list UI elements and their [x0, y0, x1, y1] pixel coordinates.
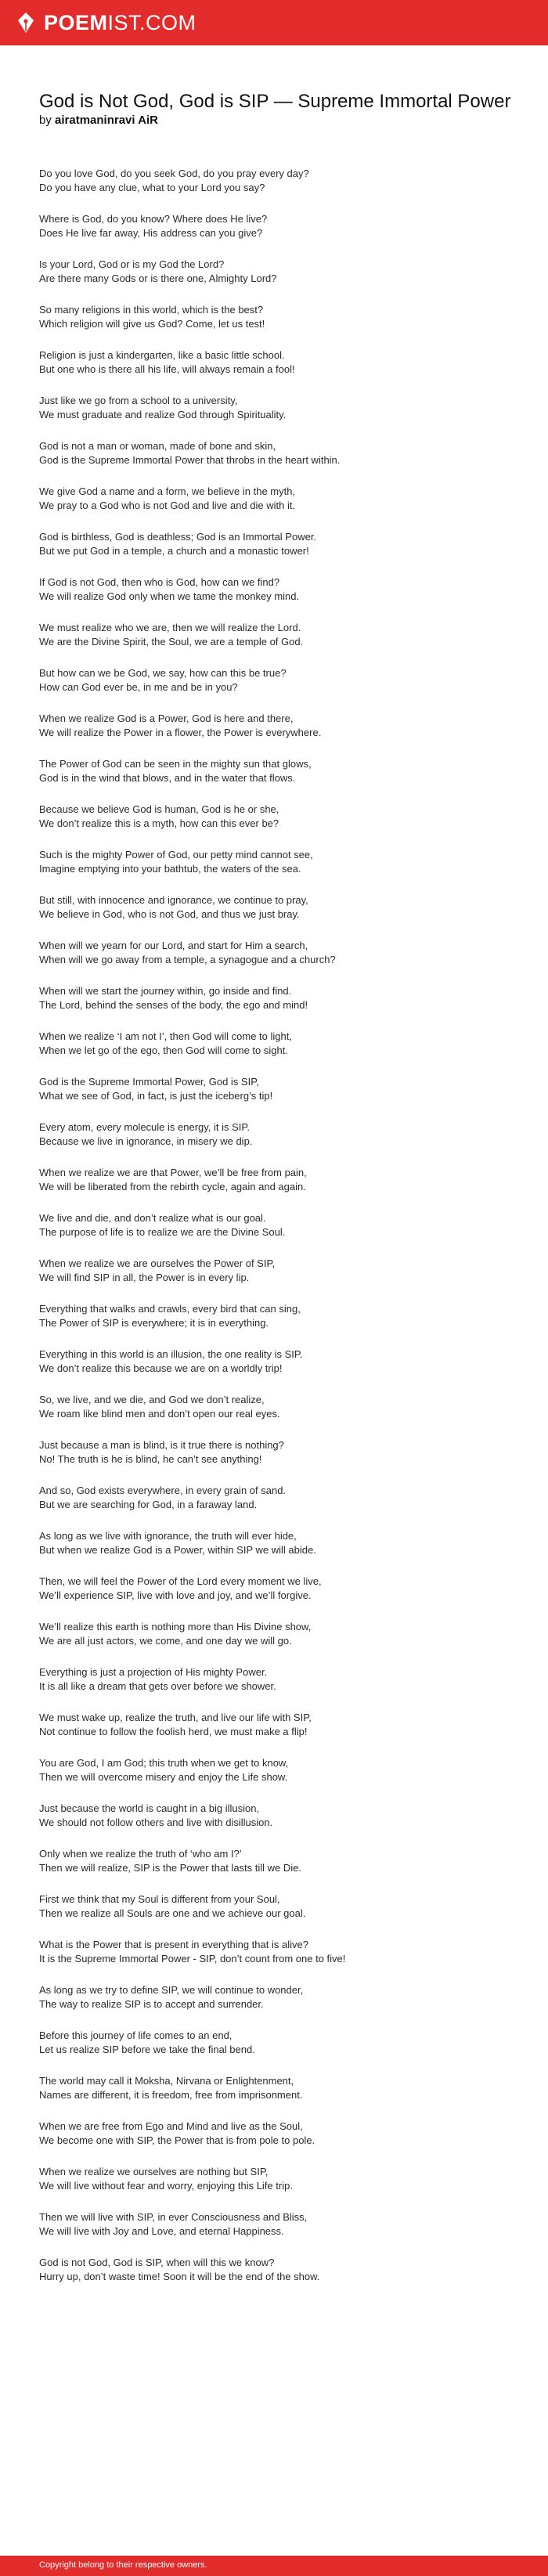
poem-line: Every atom, every molecule is energy, it is SIP.: [39, 1121, 251, 1133]
poem-line: Do you have any clue, what to your Lord you say?: [39, 182, 265, 193]
poem-line: Then we will live with SIP, in ever Consciousness and Bliss,: [39, 2211, 308, 2223]
poem-line: But still, with innocence and ignorance, we continue to pray,: [39, 894, 308, 906]
stanza: [39, 1166, 517, 1194]
poem-line: But when we realize God is a Power, within SIP we will abide.: [39, 1544, 316, 1556]
poem-title: God is Not God, God is SIP — Supreme Immortal Power: [39, 91, 511, 112]
poem-line: When we let go of the ego, then God will come to sight.: [39, 1044, 288, 1056]
poem-line: We’ll realize this earth is nothing more than His Divine show,: [39, 1621, 312, 1633]
poem-line: God is not a man or woman, made of bone and skin,: [39, 440, 276, 452]
poem-line: We are all just actors, we come, and one day we will go.: [39, 1635, 292, 1647]
poem-line: God is in the wind that blows, and in the water that flows.: [39, 772, 296, 784]
poem-line: Because we believe God is human, God is he or she,: [39, 803, 279, 815]
poem-line: The purpose of life is to realize we are the Divine Soul.: [39, 1226, 286, 1238]
poem-line: Not continue to follow the foolish herd, we must make a flip!: [39, 1726, 308, 1737]
stanza: [39, 757, 517, 785]
poem-line: Are there many Gods or is there one, Almighty Lord?: [39, 272, 277, 284]
stanza: [39, 1847, 517, 1875]
poem-line: If God is not God, then who is God, how can we find?: [39, 576, 280, 588]
stanza: [39, 212, 517, 240]
poem-line: But how can we be God, we say, how can this be true?: [39, 667, 287, 679]
poem-line: No! The truth is he is blind, he can’t see anything!: [39, 1453, 262, 1465]
site-name-bold: POEM: [44, 11, 108, 34]
poem-line: When will we go away from a temple, a synagogue and a church?: [39, 954, 336, 965]
stanza: [39, 621, 517, 649]
poem-line: It is all like a dream that gets over before we shower.: [39, 1680, 276, 1692]
poem-line: When we realize we are ourselves the Power of SIP,: [39, 1257, 276, 1269]
poem-line: Does He live far away, His address can you give?: [39, 227, 263, 239]
byline: [39, 113, 517, 128]
stanza: [39, 1438, 517, 1467]
stanza: [39, 666, 517, 695]
stanza: [39, 1711, 517, 1739]
poem-line: When we realize we are that Power, we’ll be free from pain,: [39, 1167, 307, 1178]
poem-line: We give God a name and a form, we believe in the myth,: [39, 485, 296, 497]
stanza: [39, 258, 517, 286]
poem-line: We will be liberated from the rebirth cycle, again and again.: [39, 1181, 306, 1192]
poem-line: Just because the world is caught in a big illusion,: [39, 1802, 260, 1814]
poem-line: When will we yearn for our Lord, and start for Him a search,: [39, 940, 308, 951]
top-bar: [0, 0, 548, 45]
poem-line: The world may call it Moksha, Nirvana or Enlightenment,: [39, 2075, 294, 2087]
stanza: [39, 1393, 517, 1421]
stanza: [39, 1030, 517, 1058]
stanza: [39, 1529, 517, 1557]
author-link[interactable]: airatmaninravi AiR: [55, 114, 159, 127]
stanza: [39, 530, 517, 558]
poem-line: God is the Supreme Immortal Power, God is SIP,: [39, 1076, 259, 1088]
poem-line: The Lord, behind the senses of the body, the ego and mind!: [39, 999, 308, 1011]
stanza: [39, 439, 517, 467]
stanza: [39, 1620, 517, 1648]
poem-line: We don’t realize this is a myth, how can this ever be?: [39, 817, 279, 829]
stanza: [39, 348, 517, 377]
poem-line: Names are different, it is freedom, free from imprisonment.: [39, 2089, 303, 2101]
poem-line: Just because a man is blind, is it true there is nothing?: [39, 1439, 284, 1451]
poem-line: What is the Power that is present in everything that is alive?: [39, 1939, 308, 1950]
poem-line: God is the Supreme Immortal Power that throbs in the heart within.: [39, 454, 341, 466]
stanza: [39, 1484, 517, 1512]
stanza: [39, 1348, 517, 1376]
poem-line: As long as we try to define SIP, we will continue to wonder,: [39, 1984, 304, 1996]
stanza: [39, 1665, 517, 1694]
poem-line: We become one with SIP, the Power that is from pole to pole.: [39, 2134, 315, 2146]
poem-line: We will live without fear and worry, enjoying this Life trip.: [39, 2180, 293, 2192]
stanza: [39, 2029, 517, 2057]
poem-line: The Power of SIP is everywhere; it is in everything.: [39, 1317, 269, 1329]
poem-body: [39, 167, 517, 2284]
stanza: [39, 2210, 517, 2239]
footer-bar: [0, 2556, 548, 2576]
poem-line: Which religion will give us God? Come, let us test!: [39, 318, 265, 330]
byline-prefix: by: [39, 114, 52, 127]
poem-line: Hurry up, don’t waste time! Soon it will be the end of the show.: [39, 2271, 320, 2282]
poem-line: As long as we live with ignorance, the truth will ever hide,: [39, 1530, 297, 1542]
poem-line: Everything is just a projection of His mighty Power.: [39, 1666, 268, 1678]
stanza: [39, 1938, 517, 1966]
poem-line: Everything in this world is an illusion, the one reality is SIP.: [39, 1348, 303, 1360]
poem-line: Such is the mighty Power of God, our petty mind cannot see,: [39, 849, 313, 860]
poem-line: We believe in God, who is not God, and thus we just bray.: [39, 908, 300, 920]
copyright-text: Copyright belong to their respective owners.: [39, 2560, 207, 2570]
stanza: [39, 167, 517, 195]
stanza: [39, 1211, 517, 1239]
poem-line: So many religions in this world, which is the best?: [39, 304, 264, 316]
stanza: [39, 1575, 517, 1603]
poem-content: [39, 91, 517, 2301]
poem-line: What we see of God, in fact, is just the iceberg’s tip!: [39, 1090, 273, 1102]
poem-line: God is not God, God is SIP, when will this we know?: [39, 2257, 275, 2268]
stanza: [39, 1756, 517, 1784]
poem-line: Then we realize all Souls are one and we achieve our goal.: [39, 1907, 306, 1919]
stanza: [39, 1120, 517, 1149]
poem-line: First we think that my Soul is different from your Soul,: [39, 1893, 280, 1905]
poem-line: Only when we realize the truth of ‘who am I?’: [39, 1848, 242, 1860]
poem-line: Let us realize SIP before we take the final bend.: [39, 2044, 255, 2055]
poem-line: We will live with Joy and Love, and eternal Happiness.: [39, 2225, 284, 2237]
stanza: [39, 1802, 517, 1830]
stanza: [39, 394, 517, 422]
poem-line: We will realize the Power in a flower, the Power is everywhere.: [39, 727, 322, 738]
poem-line: Then we will overcome misery and enjoy the Life show.: [39, 1771, 288, 1783]
poem-line: We should not follow others and live with disillusion.: [39, 1817, 273, 1828]
poem-line: When we realize God is a Power, God is here and there,: [39, 713, 294, 724]
stanza: [39, 2120, 517, 2148]
poem-line: But we are searching for God, in a faraway land.: [39, 1499, 258, 1510]
poem-line: We must wake up, realize the truth, and live our life with SIP,: [39, 1712, 312, 1723]
stanza: [39, 303, 517, 331]
poem-line: The Power of God can be seen in the mighty sun that glows,: [39, 758, 312, 770]
poem-line: Do you love God, do you seek God, do you pray every day?: [39, 168, 309, 179]
poem-line: When will we start the journey within, go inside and find.: [39, 985, 292, 997]
poem-line: When we realize ‘I am not I’, then God will come to light,: [39, 1030, 292, 1042]
poem-line: But one who is there all his life, will always remain a fool!: [39, 363, 295, 375]
stanza: [39, 2165, 517, 2193]
stanza: [39, 575, 517, 604]
poem-line: We must realize who we are, then we will realize the Lord.: [39, 622, 301, 633]
poem-line: We must graduate and realize God through Spirituality.: [39, 409, 287, 420]
stanza: [39, 893, 517, 922]
stanza: [39, 939, 517, 967]
poem-line: It is the Supreme Immortal Power - SIP, don’t count from one to five!: [39, 1953, 346, 1964]
poem-line: But we put God in a temple, a church and a monastic tower!: [39, 545, 309, 557]
poem-line: Before this journey of life comes to an end,: [39, 2029, 233, 2041]
poem-line: When we are free from Ego and Mind and live as the Soul,: [39, 2120, 303, 2132]
poem-line: Then we will realize, SIP is the Power that lasts till we Die.: [39, 1862, 302, 1874]
site-name: [44, 9, 196, 36]
poem-line: We don’t realize this because we are on a worldly trip!: [39, 1362, 283, 1374]
poem-line: We’ll experience SIP, live with love and joy, and we’ll forgive.: [39, 1589, 312, 1601]
stanza: [39, 1983, 517, 2011]
poem-line: Imagine emptying into your bathtub, the waters of the sea.: [39, 863, 301, 875]
poem-line: And so, God exists everywhere, in every grain of sand.: [39, 1485, 287, 1496]
stanza: [39, 984, 517, 1012]
poem-line: We roam like blind men and don’t open our real eyes.: [39, 1408, 280, 1420]
poem-line: Just like we go from a school to a university,: [39, 395, 238, 406]
poem-line: When we realize we ourselves are nothing but SIP,: [39, 2166, 269, 2177]
stanza: [39, 2074, 517, 2102]
pen-nib-icon: [14, 11, 38, 34]
stanza: [39, 803, 517, 831]
stanza: [39, 1892, 517, 1921]
poem-line: We live and die, and don’t realize what is our goal.: [39, 1212, 266, 1224]
stanza: [39, 1257, 517, 1285]
poem-line: How can God ever be, in me and be in you?: [39, 681, 238, 693]
site-logo[interactable]: [14, 9, 196, 36]
site-name-light: IST.COM: [107, 11, 196, 34]
poem-line: The way to realize SIP is to accept and surrender.: [39, 1998, 264, 2010]
stanza: [39, 1075, 517, 1103]
poem-line: We are the Divine Spirit, the Soul, we are a temple of God.: [39, 636, 304, 648]
poem-line: Because we live in ignorance, in misery we dip.: [39, 1135, 253, 1147]
poem-line: Where is God, do you know? Where does He live?: [39, 213, 268, 225]
stanza: [39, 1302, 517, 1330]
poem-line: Is your Lord, God or is my God the Lord?: [39, 258, 225, 270]
stanza: [39, 848, 517, 876]
poem-line: God is birthless, God is deathless; God is an Immortal Power.: [39, 531, 317, 543]
poem-line: Everything that walks and crawls, every bird that can sing,: [39, 1303, 301, 1315]
stanza: [39, 485, 517, 513]
stanza: [39, 712, 517, 740]
stanza: [39, 2256, 517, 2284]
poem-line: You are God, I am God; this truth when we get to know,: [39, 1757, 289, 1769]
poem-line: So, we live, and we die, and God we don’t realize,: [39, 1394, 265, 1405]
poem-line: Religion is just a kindergarten, like a basic little school.: [39, 349, 285, 361]
poem-line: We will realize God only when we tame the monkey mind.: [39, 590, 300, 602]
poem-line: We pray to a God who is not God and live and die with it.: [39, 500, 296, 511]
poem-line: Then, we will feel the Power of the Lord every moment we live,: [39, 1575, 322, 1587]
poem-line: We will find SIP in all, the Power is in every lip.: [39, 1272, 250, 1283]
